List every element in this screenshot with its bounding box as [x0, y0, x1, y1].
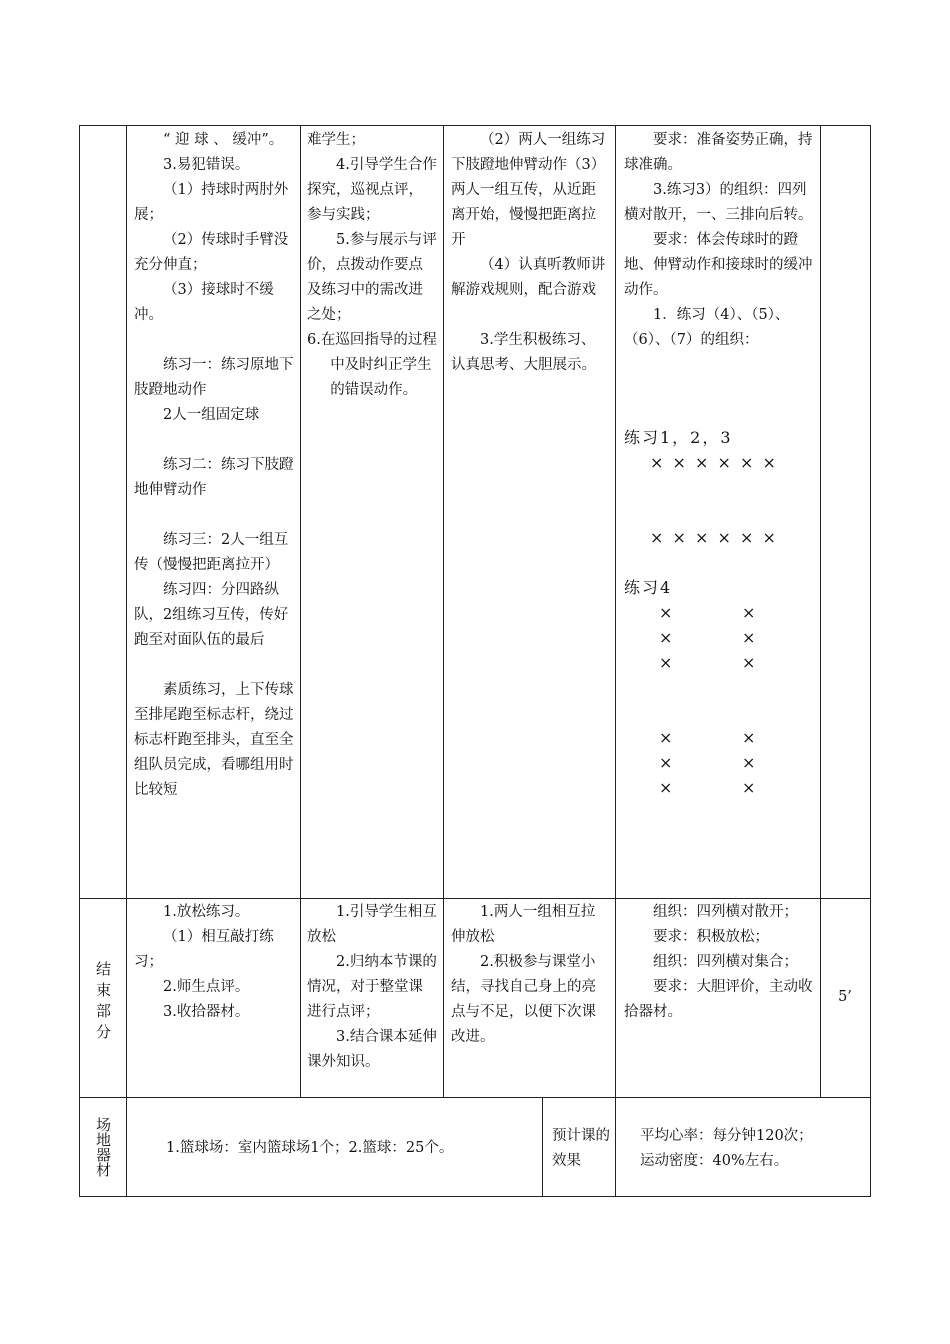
- venue-title: 场地器材: [94, 1117, 112, 1177]
- row-divider-main-end: [79, 898, 871, 899]
- table-border-right: [870, 125, 871, 1197]
- content-column: [134, 128, 294, 803]
- content-blank: [134, 328, 294, 353]
- formation-mark: ×: [659, 728, 675, 747]
- end-teacher-line: 1.引导学生相互放松: [307, 904, 437, 945]
- formation-row-1: × × × × × ×: [650, 453, 778, 472]
- end-content-line: （1）相互敲打练习；: [134, 929, 274, 970]
- formation-mark: ×: [742, 653, 758, 672]
- end-teacher-column: [307, 900, 437, 1075]
- col-divider-5: [820, 125, 821, 1098]
- formation-mark: ×: [742, 728, 758, 747]
- teacher-line: 5.参与展示与评价，点拨动作要点及练习中的需改进之处；: [307, 232, 437, 323]
- content-line: 素质练习，上下传球至排尾跑至标志杆，绕过标志杆跑至排头，直至全组队员完成，看哪组用时比较短: [134, 682, 294, 798]
- content-line: 练习四：分四路纵队，2组练习互传，传好跑至对面队伍的最后: [134, 582, 289, 648]
- content-line: 3.易犯错误。: [163, 157, 250, 173]
- formation-mark: ×: [659, 778, 675, 797]
- effect-line: 运动密度：40%左右。: [640, 1153, 789, 1169]
- organization-column: [624, 128, 814, 353]
- teacher-line: 6.在巡回指导的过程中及时纠正学生的错误动作。: [307, 332, 437, 398]
- formation-mark: ×: [659, 603, 675, 622]
- end-student-line: 1.两人一组相互拉伸放松: [451, 904, 596, 945]
- formation-row-2: × × × × × ×: [650, 528, 778, 547]
- effect-line: 平均心率：每分钟120次；: [640, 1128, 813, 1144]
- formation-mark: ×: [659, 753, 675, 772]
- content-line: 练习一：练习原地下肢蹬地动作: [134, 357, 294, 398]
- effect-label: 预计课的效果: [552, 1128, 610, 1169]
- end-content-column: [134, 900, 294, 1025]
- table-border-top: [79, 125, 871, 126]
- formation-mark: ×: [742, 778, 758, 797]
- content-line: “ 迎 球 、 缓冲”。: [163, 132, 284, 148]
- effect-column: [640, 1124, 865, 1174]
- row-divider-end-venue: [79, 1097, 871, 1098]
- end-org-line: 要求：积极放松；: [653, 929, 769, 945]
- col-divider-3: [443, 125, 444, 1098]
- col-divider-4: [615, 125, 616, 1197]
- formation-mark: ×: [742, 603, 758, 622]
- col-divider-2: [300, 125, 301, 1098]
- student-blank: [451, 303, 609, 328]
- end-org-column: [624, 900, 814, 1025]
- content-line: 练习二：练习下肢蹬地伸臂动作: [134, 457, 294, 498]
- formation-label-1: 练习1，2，3: [624, 428, 733, 447]
- content-line: （2）传球时手臂没充分伸直；: [134, 232, 289, 273]
- org-line: 要求：体会传球时的蹬地、伸臂动作和接球时的缓冲动作。: [624, 232, 813, 298]
- end-teacher-line: 2.归纳本节课的情况，对于整堂课进行点评；: [307, 954, 437, 1020]
- content-line: 练习三：2人一组互传（慢慢把距离拉开）: [134, 532, 289, 573]
- end-org-line: 组织：四列横对散开；: [653, 904, 798, 920]
- org-line: 1．练习（4）、（5）、（6）、（7）的组织：: [624, 307, 790, 348]
- student-line: 3.学生积极练习、认真思考、大胆展示。: [451, 332, 596, 373]
- formation-mark: ×: [659, 628, 675, 647]
- venue-content: 1.篮球场：室内篮球场1个；2.篮球：25个。: [166, 1140, 454, 1156]
- teacher-line: 4.引导学生合作探究，巡视点评，参与实践；: [307, 157, 437, 223]
- teacher-column: [307, 128, 437, 403]
- content-line: 2人一组固定球: [163, 407, 260, 423]
- end-student-column: [451, 900, 609, 1050]
- content-line: （3）接球时不缓冲。: [134, 282, 274, 323]
- end-time: 5’: [838, 989, 852, 1005]
- content-blank: [134, 653, 294, 678]
- student-column: [451, 128, 609, 378]
- formation-label-4: 练习4: [624, 578, 673, 597]
- formation-mark: ×: [742, 753, 758, 772]
- end-content-line: 2.师生点评。: [163, 979, 250, 995]
- formation-mark: ×: [742, 628, 758, 647]
- student-line: （4）认真听教师讲解游戏规则，配合游戏: [451, 257, 606, 298]
- content-blank: [134, 428, 294, 453]
- formation-mark: ×: [659, 653, 675, 672]
- end-student-line: 2.积极参与课堂小结，寻找自己身上的亮点与不足，以便下次课改进。: [451, 954, 596, 1045]
- col-divider-1: [126, 125, 127, 1197]
- org-line: 3.练习3）的组织：四列横对散开，一、三排向后转。: [624, 182, 813, 223]
- end-org-line: 组织：四列横对集合；: [653, 954, 798, 970]
- end-org-line: 要求：大胆评价，主动收拾器材。: [624, 979, 813, 1020]
- end-teacher-line: 3.结合课本延伸课外知识。: [307, 1029, 437, 1070]
- end-section-title: 结束部分: [94, 961, 112, 1045]
- content-blank: [134, 503, 294, 528]
- end-content-line: 1.放松练习。: [163, 904, 250, 920]
- end-content-line: 3.收拾器材。: [163, 1004, 250, 1020]
- col-divider-venue: [542, 1097, 543, 1197]
- org-line: 要求：准备姿势正确，持球准确。: [624, 132, 813, 173]
- teacher-line: 难学生；: [307, 132, 365, 148]
- content-line: （1）持球时两肘外展；: [134, 182, 289, 223]
- table-border-bottom: [79, 1196, 871, 1197]
- student-line: （2）两人一组练习下肢蹬地伸臂动作（3）两人一组互传，从近距离开始，慢慢把距离拉开: [451, 132, 606, 248]
